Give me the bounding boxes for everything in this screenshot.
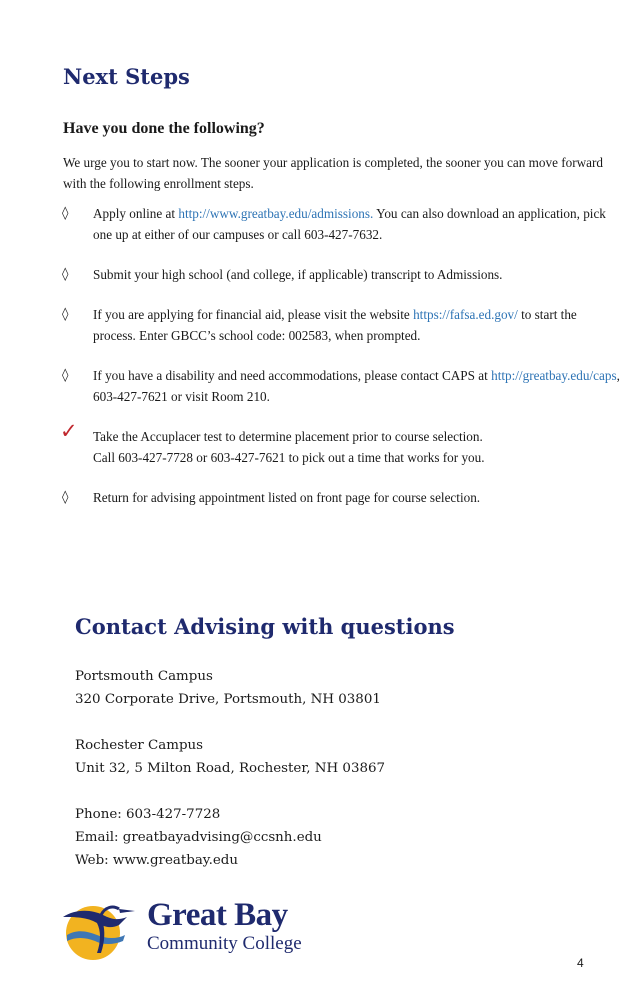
portsmouth-campus-address: 320 Corporate Drive, Portsmouth, NH 03801 [75, 692, 381, 707]
step-apply-online [60, 203, 620, 245]
rochester-campus-address: Unit 32, 5 Milton Road, Rochester, NH 03867 [75, 761, 386, 776]
diamond-bullet-icon: ◊ [62, 206, 69, 221]
rochester-campus-name: Rochester Campus [75, 738, 204, 753]
page-title: Next Steps [63, 64, 190, 89]
step-text-line1: Take the Accuplacer test to determine placement prior to course selection. [93, 429, 483, 444]
fafsa-link[interactable]: https://fafsa.ed.gov/ [413, 307, 518, 322]
page-number: 4 [577, 956, 584, 970]
contact-email[interactable]: Email: greatbayadvising@ccsnh.edu [75, 830, 322, 845]
step-financial-aid [60, 304, 620, 346]
college-logo [57, 895, 307, 963]
step-accommodations [60, 365, 620, 407]
step-accuplacer [60, 419, 620, 468]
step-text: If you have a disability and need accommodations, please contact CAPS at [93, 368, 492, 383]
contact-block [75, 665, 385, 872]
contact-phone: Phone: 603-427-7728 [75, 807, 221, 822]
step-text: , 603-427-7621 or visit Room 210. [93, 368, 620, 404]
admissions-link[interactable]: http://www.greatbay.edu/admissions. [178, 206, 374, 221]
contact-heading: Contact Advising with questions [75, 614, 455, 639]
logo-wordmark-line2: Community College [147, 933, 302, 954]
step-text: You can also download an application, pick one up at either of our campuses or call 603-427-7632. [93, 206, 606, 242]
checkmark-icon: ✓ [60, 419, 78, 443]
intro-paragraph: We urge you to start now. The sooner your application is completed, the sooner you can move forward with the following enrollment steps. [63, 155, 603, 191]
step-text: Submit your high school (and college, if applicable) transcript to Admissions. [93, 267, 503, 282]
step-submit-transcript [60, 264, 620, 285]
step-text: Return for advising appointment listed on front page for course selection. [93, 490, 481, 505]
step-text-line2: Call 603-427-7728 or 603-427-7621 to pick out a time that works for you. [93, 450, 485, 465]
logo-wordmark-line1: Great Bay [147, 897, 288, 933]
step-text: Apply online at [93, 206, 179, 221]
diamond-bullet-icon: ◊ [62, 307, 69, 322]
section-subtitle: Have you done the following? [63, 120, 265, 137]
contact-web[interactable]: Web: www.greatbay.edu [75, 853, 238, 868]
diamond-bullet-icon: ◊ [62, 267, 69, 282]
caps-link[interactable]: http://greatbay.edu/caps [491, 368, 617, 383]
diamond-bullet-icon: ◊ [62, 368, 69, 383]
heron-logo-icon [57, 895, 147, 963]
step-text: If you are applying for financial aid, please visit the website [93, 307, 414, 322]
steps-list [60, 203, 620, 527]
step-advising-appointment [60, 487, 620, 508]
diamond-bullet-icon: ◊ [62, 490, 69, 505]
step-text: to start the process. Enter GBCC’s school code: 002583, when prompted. [93, 307, 577, 343]
portsmouth-campus-name: Portsmouth Campus [75, 669, 213, 684]
